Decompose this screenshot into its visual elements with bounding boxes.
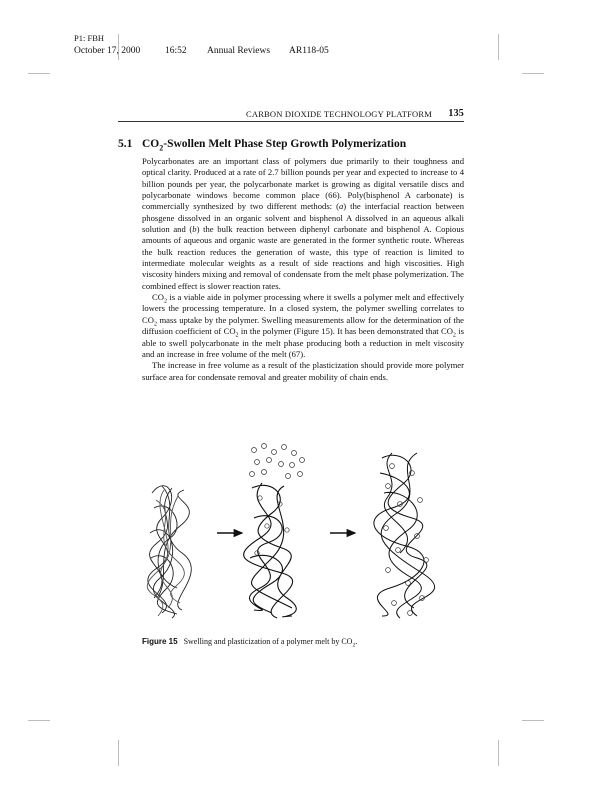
header-journal: Annual Reviews bbox=[207, 46, 271, 56]
crop-mark bbox=[28, 720, 50, 721]
polymer-melt-initial bbox=[147, 486, 191, 618]
crop-mark bbox=[28, 73, 50, 74]
paragraph-1: Polycarbonates are an important class of polymers due primarily to their toughness and optical clarity. Produced at a rate of 2.7 billion pounds per year and expected to increase to 4 billion pounds per year, the polycarbonate market is growing as digital versatile discs and polycarbonate windows become common place (66). Poly(bisphenol A carbonate) is commercially synthesized by two different methods: (a) the interfacial reaction between phosgene dissolved in an organic solvent and bisphenol A dissolved in an aqueous alkali solution and (b) the bulk reaction between diphenyl carbonate and bisphenol A. Copious amounts of aqueous and organic waste are generated in the former synthetic route. Whereas the bulk reaction reduces the generation of waste, this type of reaction is limited to intermediate molecular weights as a result of side reactions and high viscosities. High viscosity hinders mixing and removal of condensate from the melt phase polymerization. The combined effect is slower reaction rates. bbox=[142, 156, 464, 291]
figure-label: Figure 15 bbox=[142, 637, 178, 646]
header-date: October 17, 2000 bbox=[74, 46, 141, 56]
header-time: 16:52 bbox=[165, 46, 187, 56]
section-number: 5.1 bbox=[118, 138, 133, 150]
section-title-sub: 2 bbox=[159, 143, 164, 153]
header-code: AR118-05 bbox=[289, 46, 329, 56]
figure-15-illustration bbox=[142, 438, 464, 623]
crop-mark bbox=[118, 740, 119, 766]
co2-molecules-plasticized bbox=[384, 464, 429, 616]
paragraph-2: $CO_2$ is a viable aide in polymer processing where it swells a polymer melt and effectively lowers the processing temperature. In a closed system, the polymer swelling correlates to $CO_2$ mass uptake by the polymer. Swelling measurements allow for the determination of the diffusion coefficient of $CO_2$ in the polymer (Figure 15). It has been demonstrated that $CO_2$ is able to swell polycarbonate in the melt phase producing both a reduction in melt viscosity and an increase in free volume of the melt (67). bbox=[142, 292, 464, 359]
paragraph-3: The increase in free volume as a result of the plasticization should provide more polymer surface area for condensate removal and greater mobility of chain ends. bbox=[142, 360, 464, 382]
polymer-swollen bbox=[244, 483, 297, 618]
header-rule bbox=[118, 121, 464, 122]
figure-caption: Figure 15 Swelling and plasticization of a polymer melt by $CO_2$. bbox=[142, 637, 358, 649]
header-line1: P1: FBH bbox=[74, 33, 104, 43]
body-text bbox=[142, 156, 464, 383]
crop-mark bbox=[522, 720, 544, 721]
section-title-post: -Swollen Melt Phase Step Growth Polymerization bbox=[163, 138, 407, 150]
crop-mark bbox=[522, 73, 544, 74]
section-heading bbox=[118, 138, 407, 153]
section-title-pre: CO bbox=[142, 138, 160, 150]
page-number: 135 bbox=[448, 108, 464, 119]
polymer-plasticized bbox=[374, 453, 435, 618]
crop-mark bbox=[498, 34, 499, 60]
running-head-title: CARBON DIOXIDE TECHNOLOGY PLATFORM bbox=[245, 109, 432, 119]
crop-mark bbox=[498, 740, 499, 766]
